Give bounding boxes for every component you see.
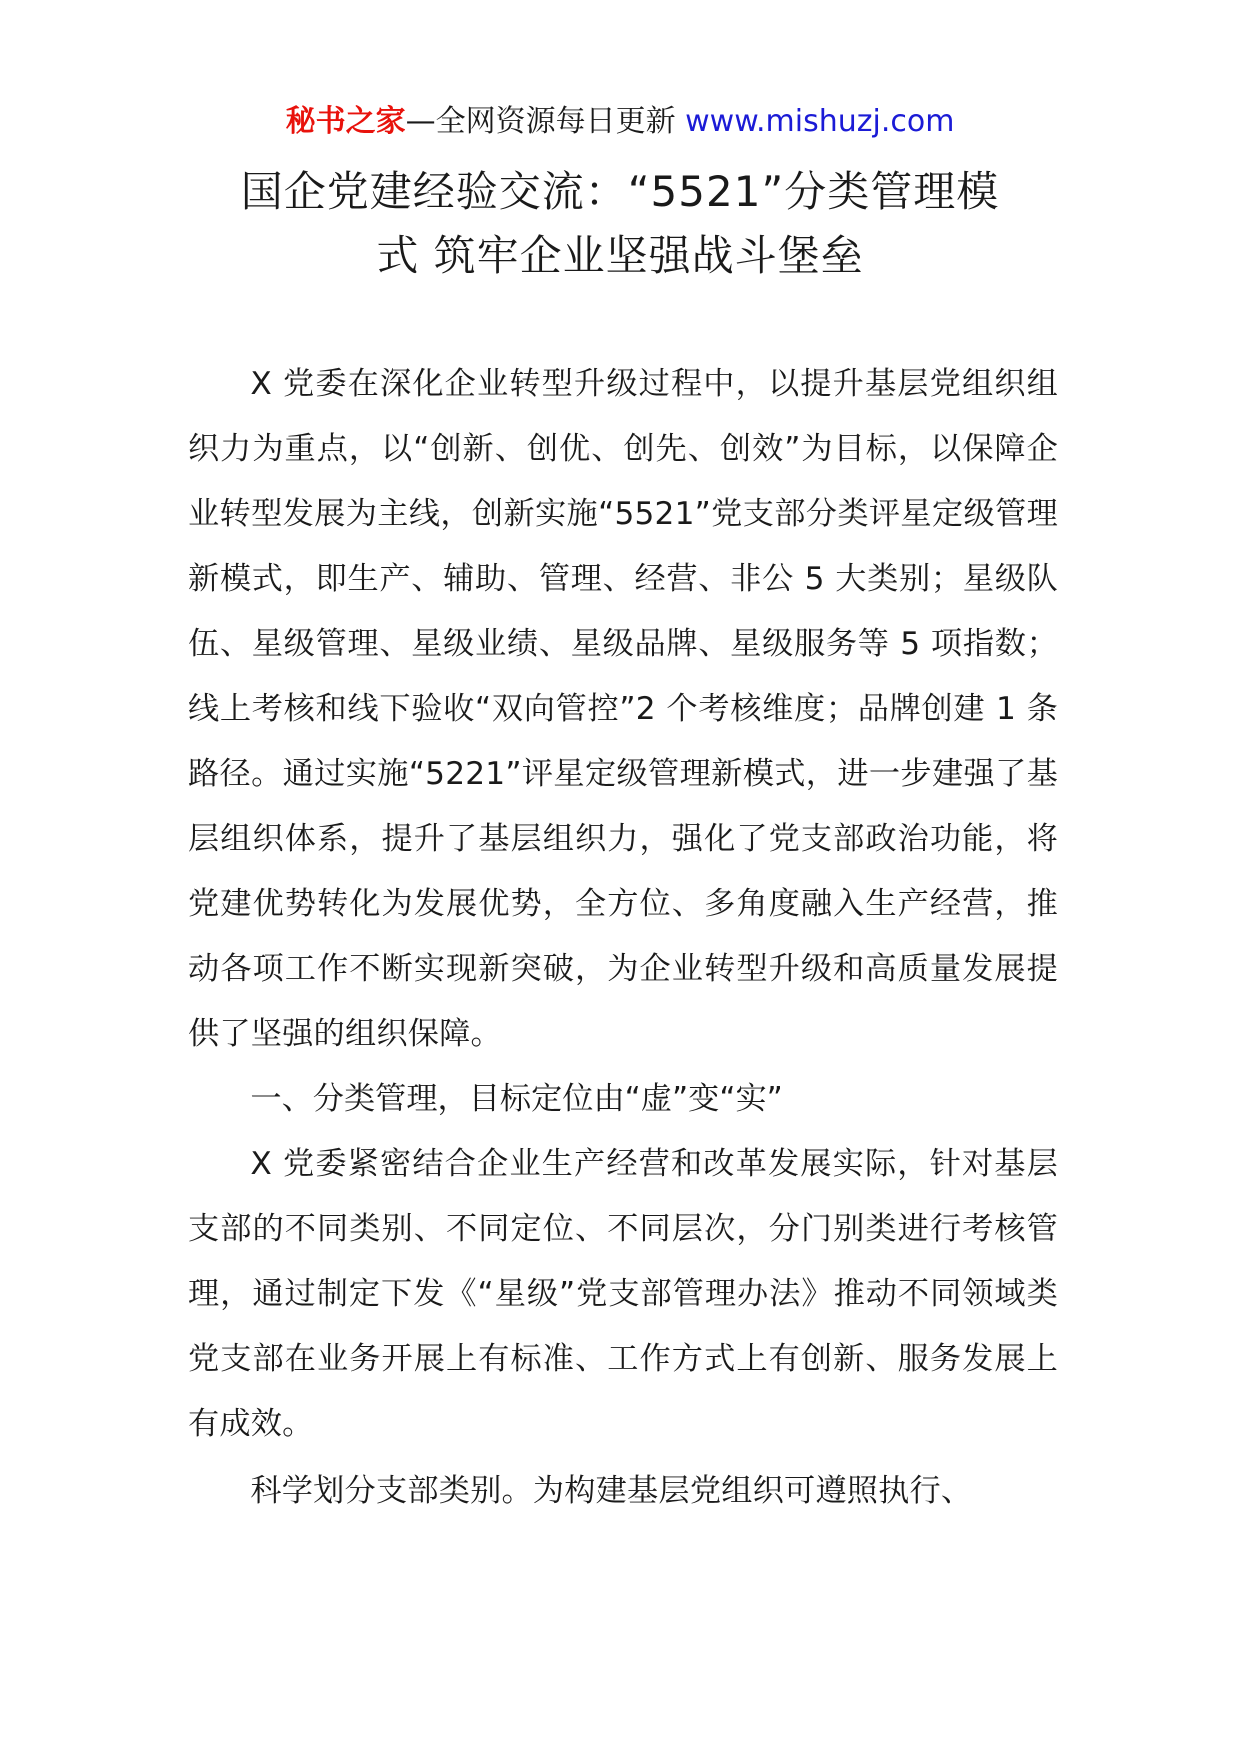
title-line-1: 国企党建经验交流：“5521”分类管理模 [240,167,1000,216]
title-line-2: 式 筑牢企业坚强战斗堡垒 [376,231,864,280]
intro-paragraph: X 党委在深化企业转型升级过程中，以提升基层党组织组织力为重点，以“创新、创优、创先、创效”为目标，以保障企业转型发展为主线，创新实施“5521”党支部分类评星定级管理新模式，即生产、辅助、管理、经营、非公 5 大类别；星级队伍、星级管理、星级业绩、星级品牌、星级服务等 5 项指数；线上考核和线下验收“双向管控”2 个考核维度；品牌创建 1 条路径。通过实施“5221”评星定级管理新模式，进一步建强了基层组织体系，提升了基层组织力，强化了党支部政治功能，将党建优势转化为发展优势，全方位、多角度融入生产经营，推动各项工作不断实现新突破，为企业转型升级和高质量发展提供了坚强的组织保障。 [188,366,1058,1052]
section-heading-1: 一、分类管理，目标定位由“虚”变“实” [250,1081,783,1117]
document-title [185,160,1055,288]
site-tagline: —全网资源每日更新 [405,104,686,139]
document-body [188,352,1058,1524]
section-1-paragraph: X 党委紧密结合企业生产经营和改革发展实际，针对基层支部的不同类别、不同定位、不同层次，分门别类进行考核管理，通过制定下发《“星级”党支部管理办法》推动不同领域类党支部在业务开展上有标准、工作方式上有创新、服务发展上有成效。 [188,1146,1058,1442]
section-1-subpoint-paragraph: 科学划分支部类别。为构建基层党组织可遵照执行、 [250,1473,973,1509]
site-brand: 秘书之家 [285,104,406,139]
site-header [0,100,1240,144]
site-url-link[interactable]: www.mishuzj.com [685,104,955,139]
